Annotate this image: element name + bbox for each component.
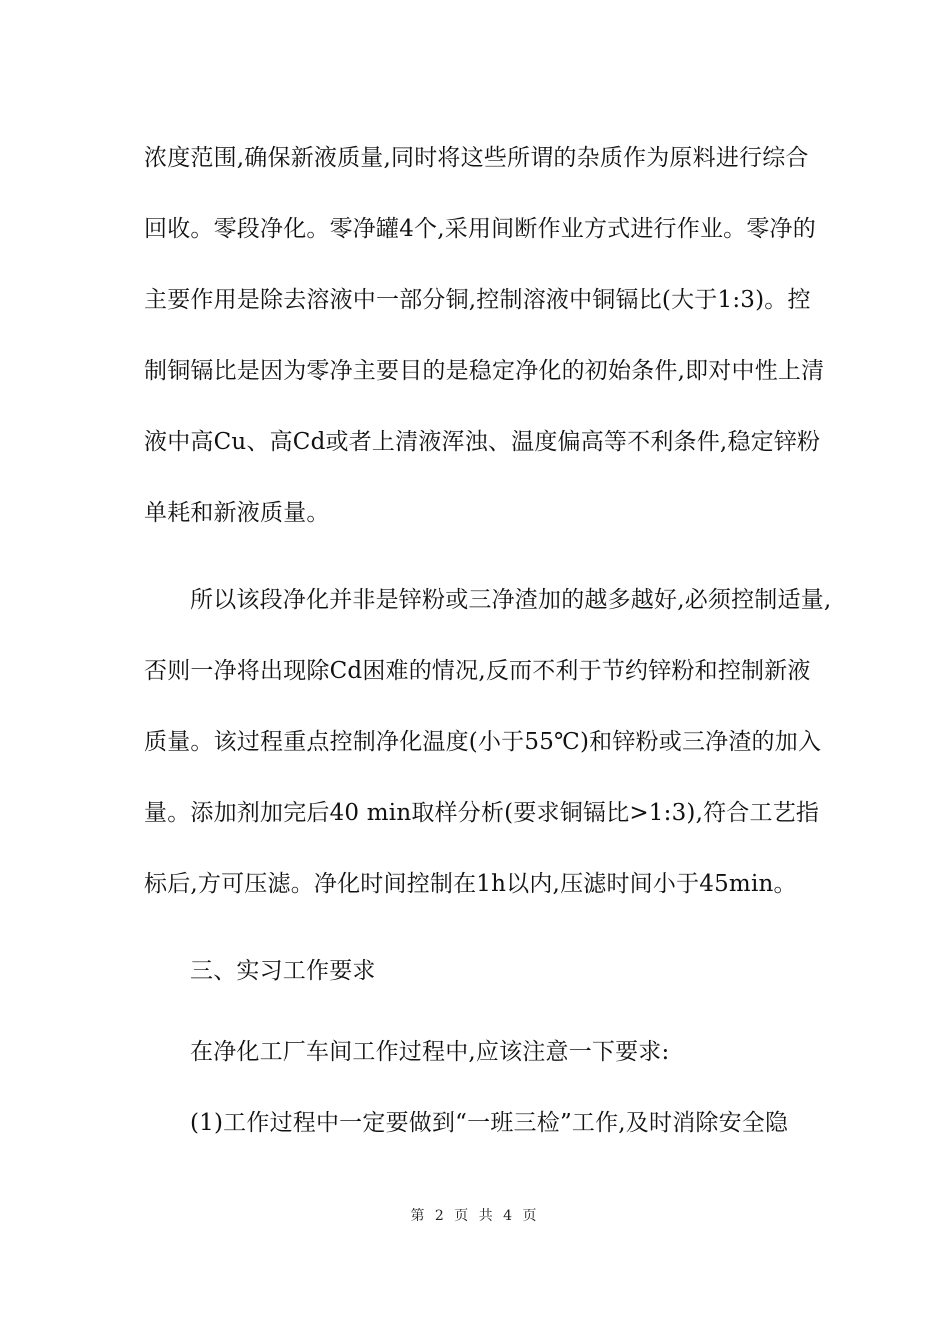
paragraph-first-line: 在净化工厂车间工作过程中,应该注意一下要求: [190,1039,670,1065]
text-line: 否则一净将出现除Cd困难的情况,反而不利于节约锌粉和控制新液 [144,658,811,684]
text-line: 量。添加剂加完后40 min取样分析(要求铜镉比>1:3),符合工艺指 [144,800,820,826]
text-line: 液中高Cu、高Cd或者上清液浑浊、温度偏高等不利条件,稳定锌粉 [144,429,821,455]
text-line: 单耗和新液质量。 [144,500,330,526]
text-line: 质量。该过程重点控制净化温度(小于55℃)和锌粉或三净渣的加入 [144,729,822,755]
page-footer: 第 2 页 共 4 页 [410,1208,540,1224]
text-line: 回收。零段净化。零净罐4个,采用间断作业方式进行作业。零净的 [144,216,816,242]
paragraph-first-line: 所以该段净化并非是锌粉或三净渣加的越多越好,必须控制适量, [190,587,832,613]
text-line: 标后,方可压滤。净化时间控制在1h以内,压滤时间小于45min。 [144,871,797,897]
text-line: 浓度范围,确保新液质量,同时将这些所谓的杂质作为原料进行综合 [144,145,809,171]
section-heading: 三、实习工作要求 [190,958,376,984]
text-line: 制铜镉比是因为零净主要目的是稳定净化的初始条件,即对中性上清 [144,358,825,384]
list-item: (1)工作过程中一定要做到“一班三检”工作,及时消除安全隐 [190,1110,789,1136]
text-line: 主要作用是除去溶液中一部分铜,控制溶液中铜镉比(大于1:3)。控 [144,287,811,313]
